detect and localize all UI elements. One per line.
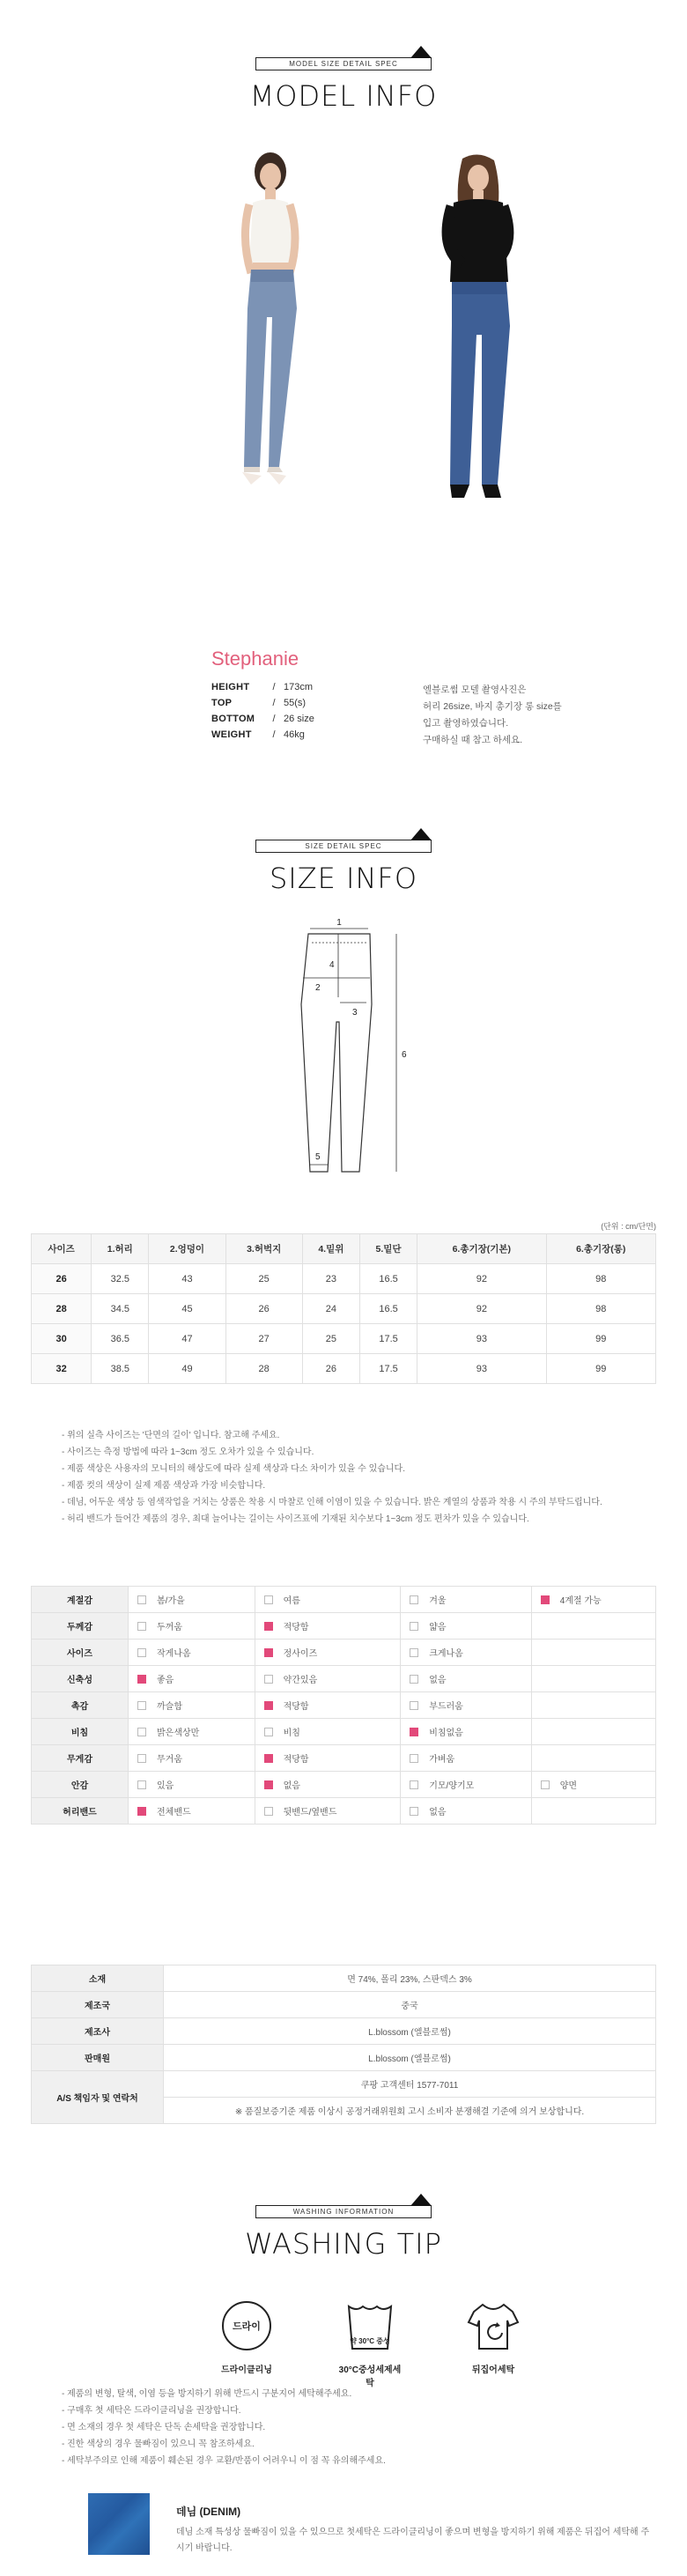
cell: 47	[149, 1324, 225, 1354]
fit-option	[401, 1640, 532, 1666]
size-table	[31, 1233, 656, 1384]
fit-option	[401, 1692, 532, 1719]
row-label: 제조사	[32, 2018, 164, 2045]
fit-option	[255, 1640, 401, 1666]
table-row	[32, 1992, 656, 2018]
fit-option	[531, 1666, 655, 1692]
size-table-header	[32, 1234, 656, 1264]
fit-option-label: 봄/가을	[157, 1596, 185, 1606]
fit-option-label: 부드러움	[429, 1702, 463, 1712]
note-item: - 제품 색상은 사용자의 모니터의 해상도에 따라 실제 색상과 다소 차이가 있을 수 있습니다.	[62, 1461, 661, 1477]
unchecked-box-icon	[410, 1754, 418, 1763]
dry-clean-icon	[220, 2299, 273, 2352]
inside-out-icon-block	[458, 2299, 528, 2388]
wash-30-icon-block	[335, 2299, 405, 2388]
unchecked-box-icon	[410, 1807, 418, 1816]
fit-option-label: 양면	[559, 1781, 578, 1791]
fit-option	[255, 1772, 401, 1798]
cell: 32.5	[92, 1264, 149, 1294]
fit-option	[129, 1798, 255, 1825]
spec-value: 55(s)	[284, 698, 307, 708]
checked-box-icon	[264, 1754, 273, 1763]
unchecked-box-icon	[410, 1701, 418, 1710]
fit-option	[255, 1587, 401, 1613]
cell: 38.5	[92, 1354, 149, 1384]
table-row	[32, 2018, 656, 2045]
note-item: - 세탁부주의로 인해 제품이 훼손된 경우 교환/반품이 어려우니 이 점 꼭 유의해주세요.	[62, 2453, 661, 2469]
spec-row-bottom: BOTTOM / 26 size	[211, 714, 314, 724]
model-note-line: 구매하실 때 참고 하세요.	[423, 735, 523, 745]
col-header: 6.총기장(롱)	[546, 1234, 655, 1264]
fabric-title: 데님 (DENIM)	[176, 2506, 241, 2518]
wash-icons	[211, 2299, 528, 2388]
fit-option	[129, 1666, 255, 1692]
unchecked-box-icon	[410, 1675, 418, 1684]
model-note-line: 엘블로썸 모델 촬영사진은	[423, 685, 527, 695]
spec-value: 46kg	[284, 729, 305, 740]
table-row	[32, 2045, 656, 2071]
note-item: - 진한 색상의 경우 물빠짐이 있으니 꼭 참조하세요.	[62, 2436, 661, 2453]
cell: 25	[225, 1264, 302, 1294]
fit-row	[32, 1640, 656, 1666]
fit-option-label: 무거움	[157, 1755, 182, 1765]
fit-row-label: 무게감	[32, 1745, 129, 1772]
row-label: A/S 책임자 및 연락처	[32, 2071, 164, 2124]
cell: 36.5	[92, 1324, 149, 1354]
fit-row	[32, 1666, 656, 1692]
spec-value: 26 size	[284, 714, 314, 724]
fit-option	[129, 1587, 255, 1613]
dry-clean-icon-block	[211, 2299, 282, 2388]
cell: 93	[417, 1354, 546, 1384]
row-value: 쿠팡 고객센터 1577-7011	[164, 2071, 656, 2098]
row-value: 면 74%, 폴리 23%, 스판덱스 3%	[164, 1965, 656, 1992]
model-note-line: 허리 26size, 바지 총기장 롱 size를	[423, 701, 562, 712]
row-value: L.blossom (엘블로썸)	[164, 2018, 656, 2045]
checked-box-icon	[137, 1675, 146, 1684]
checked-box-icon	[264, 1701, 273, 1710]
fit-option-label: 적당함	[283, 1623, 309, 1632]
row-label: 제조국	[32, 1992, 164, 2018]
cell: 17.5	[359, 1354, 417, 1384]
fit-option-label: 작게나옴	[157, 1649, 191, 1659]
diagram-label-3: 3	[352, 1008, 358, 1018]
col-header: 2.엉덩이	[149, 1234, 225, 1264]
fit-option-label: 기모/양기모	[429, 1781, 475, 1791]
fit-option	[531, 1745, 655, 1772]
cell: 16.5	[359, 1264, 417, 1294]
row-label: 판매원	[32, 2045, 164, 2071]
table-row	[32, 1324, 656, 1354]
spec-key: HEIGHT	[211, 682, 250, 692]
cell: 99	[546, 1354, 655, 1384]
model-section-title: MODEL INFO	[249, 79, 438, 113]
fit-row-label: 두께감	[32, 1613, 129, 1640]
unchecked-box-icon	[410, 1648, 418, 1657]
product-info-table	[31, 1965, 656, 2124]
fit-row	[32, 1745, 656, 1772]
fit-option-label: 까슬함	[157, 1702, 182, 1712]
cell: 28	[225, 1354, 302, 1384]
fit-option	[255, 1666, 401, 1692]
size-notes	[62, 1427, 661, 1528]
fit-option-label: 4계절 가능	[559, 1596, 602, 1606]
fit-option	[401, 1587, 532, 1613]
diagram-label-6: 6	[402, 1050, 407, 1060]
fit-option-label: 뒷밴드/옆밴드	[283, 1808, 337, 1817]
unchecked-box-icon	[264, 1675, 273, 1684]
col-header: 4.밑위	[302, 1234, 359, 1264]
size-section-title: SIZE INFO	[269, 862, 418, 895]
fit-option	[129, 1745, 255, 1772]
fit-option-label: 적당함	[283, 1702, 309, 1712]
fit-option	[401, 1613, 532, 1640]
fit-row-label: 촉감	[32, 1692, 129, 1719]
fit-row	[32, 1719, 656, 1745]
table-row	[32, 1264, 656, 1294]
fit-option	[129, 1640, 255, 1666]
fit-row-label: 비침	[32, 1719, 129, 1745]
fit-option	[531, 1719, 655, 1745]
fit-option	[401, 1798, 532, 1825]
fit-row	[32, 1613, 656, 1640]
row-label: 소재	[32, 1965, 164, 1992]
cell: 24	[302, 1294, 359, 1324]
spec-value: 173cm	[284, 682, 314, 692]
unchecked-box-icon	[264, 1807, 273, 1816]
checked-box-icon	[264, 1780, 273, 1789]
cell: 98	[546, 1264, 655, 1294]
cell: 17.5	[359, 1324, 417, 1354]
fit-option	[531, 1692, 655, 1719]
fit-option-label: 겨울	[429, 1596, 447, 1606]
fit-option-label: 크게나옴	[429, 1649, 463, 1659]
fit-option	[255, 1798, 401, 1825]
fit-row-label: 허리밴드	[32, 1798, 129, 1825]
model-note	[423, 682, 617, 749]
fit-row	[32, 1772, 656, 1798]
wash-tub-icon	[344, 2299, 396, 2352]
diagram-label-5: 5	[315, 1152, 321, 1162]
size-section-header	[0, 837, 687, 895]
cell: 28	[32, 1294, 92, 1324]
cell: 49	[149, 1354, 225, 1384]
fit-option	[255, 1745, 401, 1772]
table-row	[32, 1354, 656, 1384]
fit-option-label: 전체밴드	[157, 1808, 191, 1817]
fit-option-label: 없음	[283, 1781, 300, 1791]
fit-option	[401, 1772, 532, 1798]
washing-section-tag: WASHING INFORMATION	[255, 2205, 432, 2218]
fit-option-label: 약간있음	[283, 1676, 318, 1685]
fit-option	[255, 1613, 401, 1640]
col-header: 3.허벅지	[225, 1234, 302, 1264]
wash-icon-label: 드라이클리닝	[221, 2365, 272, 2375]
fit-option	[129, 1613, 255, 1640]
checked-box-icon	[410, 1728, 418, 1736]
note-item: - 허리 밴드가 들어간 제품의 경우, 최대 늘어나는 길이는 사이즈표에 기재된 치수보다 1~3cm 정도 편차가 있을 수 있습니다.	[62, 1511, 661, 1528]
tshirt-icon	[467, 2299, 520, 2352]
fit-option	[531, 1798, 655, 1825]
spec-row-height: HEIGHT / 173cm	[211, 682, 314, 692]
unchecked-box-icon	[137, 1622, 146, 1631]
fit-option	[531, 1613, 655, 1640]
unchecked-box-icon	[410, 1595, 418, 1604]
wash-icon-label: 30°C중성세제세탁	[338, 2365, 402, 2388]
model-note-line: 입고 촬영하였습니다.	[423, 718, 509, 729]
fit-option-label: 적당함	[283, 1755, 309, 1765]
col-header: 1.허리	[92, 1234, 149, 1264]
fit-option-label: 비침	[283, 1728, 300, 1738]
unchecked-box-icon	[541, 1780, 550, 1789]
unchecked-box-icon	[264, 1595, 273, 1604]
cell: 16.5	[359, 1294, 417, 1324]
fit-option	[129, 1692, 255, 1719]
note-item: - 면 소재의 경우 첫 세탁은 단독 손세탁을 권장합니다.	[62, 2419, 661, 2436]
fit-option	[531, 1587, 655, 1613]
fit-option-label: 얇음	[429, 1623, 447, 1632]
checked-box-icon	[264, 1648, 273, 1657]
fabric-description: 데님 소재 특성상 물빠짐이 있을 수 있으므로 첫세탁은 드라이클리닝이 좋으며 변형을 방지하기 위해 제품은 뒤집어 세탁해 주시기 바랍니다.	[176, 2528, 650, 2553]
row-value: L.blossom (엘블로썸)	[164, 2045, 656, 2071]
fit-option-label: 비침없음	[429, 1728, 463, 1738]
washing-section-header	[0, 2202, 687, 2261]
model-section-tag: MODEL SIZE DETAIL SPEC	[255, 57, 432, 70]
cell: 92	[417, 1264, 546, 1294]
col-header: 5.밑단	[359, 1234, 417, 1264]
fit-option-label: 밝은색상만	[157, 1728, 200, 1738]
model-section-header	[0, 55, 687, 113]
unchecked-box-icon	[137, 1780, 146, 1789]
note-item: - 제품 컷의 색상이 실제 제품 색상과 가장 비슷합니다.	[62, 1477, 661, 1494]
wash-icon-label: 뒤집어세탁	[471, 2365, 515, 2375]
spec-key: BOTTOM	[211, 714, 255, 724]
note-item: - 구매후 첫 세탁은 드라이클리닝을 권장합니다.	[62, 2402, 661, 2419]
checked-box-icon	[264, 1622, 273, 1631]
size-section-tag: SIZE DETAIL SPEC	[255, 840, 432, 853]
cell: 93	[417, 1324, 546, 1354]
model-photo-white-top	[198, 150, 357, 511]
cell: 26	[225, 1294, 302, 1324]
cell: 25	[302, 1324, 359, 1354]
unchecked-box-icon	[410, 1622, 418, 1631]
table-row	[32, 1965, 656, 1992]
washing-notes	[62, 2386, 661, 2469]
fit-row-label: 안감	[32, 1772, 129, 1798]
pants-size-diagram	[291, 916, 467, 1181]
cell: 26	[32, 1264, 92, 1294]
note-item: - 사이즈는 측정 방법에 따라 1~3cm 정도 오차가 있을 수 있습니다.	[62, 1444, 661, 1461]
washing-section-title: WASHING TIP	[245, 2227, 442, 2261]
fit-option	[531, 1640, 655, 1666]
unchecked-box-icon	[137, 1648, 146, 1657]
fit-table	[31, 1586, 656, 1825]
cell: 23	[302, 1264, 359, 1294]
fit-row-label: 사이즈	[32, 1640, 129, 1666]
fit-option	[255, 1692, 401, 1719]
fit-option	[129, 1772, 255, 1798]
dry-clean-symbol: 드라이	[233, 2321, 261, 2332]
denim-fabric-swatch	[88, 2493, 150, 2555]
row-value: 중국	[164, 1992, 656, 2018]
fit-row	[32, 1587, 656, 1613]
cell: 45	[149, 1294, 225, 1324]
fit-option-label: 가벼움	[429, 1755, 455, 1765]
cell: 30	[32, 1324, 92, 1354]
cell: 43	[149, 1264, 225, 1294]
note-item: - 제품의 변형, 탈색, 이염 등을 방지하기 위해 반드시 구분지어 세탁해주세요.	[62, 2386, 661, 2402]
cell: 27	[225, 1324, 302, 1354]
unchecked-box-icon	[410, 1780, 418, 1789]
unchecked-box-icon	[137, 1728, 146, 1736]
spec-row-weight: WEIGHT / 46kg	[211, 729, 305, 740]
model-name: Stephanie	[211, 648, 299, 670]
table-row	[32, 1294, 656, 1324]
fit-row-label: 계절감	[32, 1587, 129, 1613]
row-value: ※ 품질보증기준 제품 이상시 공정거래위원회 고시 소비자 분쟁해결 기준에 의거 보상합니다.	[164, 2098, 656, 2124]
fit-option-label: 없음	[429, 1808, 447, 1817]
cell: 92	[417, 1294, 546, 1324]
model-photo-black-top	[401, 150, 559, 511]
diagram-label-4: 4	[329, 960, 335, 970]
spec-key: WEIGHT	[211, 729, 252, 740]
fit-row	[32, 1692, 656, 1719]
fit-option-label: 있음	[157, 1781, 174, 1791]
table-row	[32, 2071, 656, 2098]
fit-option-label: 좋음	[157, 1676, 174, 1685]
unchecked-box-icon	[137, 1595, 146, 1604]
diagram-label-1: 1	[336, 918, 342, 928]
checked-box-icon	[541, 1595, 550, 1604]
fit-option	[129, 1719, 255, 1745]
unchecked-box-icon	[137, 1754, 146, 1763]
fit-option	[401, 1745, 532, 1772]
note-item: - 데님, 어두운 색상 등 염색작업을 거치는 상품은 착용 시 마찰로 인해 이염이 있을 수 있습니다. 밝은 계열의 상품과 착용 시 주의 부탁드립니다.	[62, 1494, 661, 1511]
fit-option-label: 정사이즈	[283, 1649, 318, 1659]
col-header: 사이즈	[32, 1234, 92, 1264]
col-header: 6.총기장(기본)	[417, 1234, 546, 1264]
fit-row-label: 신축성	[32, 1666, 129, 1692]
unit-note: (단위 : cm/단면)	[601, 1222, 656, 1231]
fit-row	[32, 1798, 656, 1825]
diagram-label-2: 2	[315, 983, 321, 993]
cell: 26	[302, 1354, 359, 1384]
fit-option-label: 두꺼움	[157, 1623, 182, 1632]
cell: 98	[546, 1294, 655, 1324]
wash-tub-symbol: 약 30°C 중성	[350, 2337, 390, 2345]
checked-box-icon	[137, 1807, 146, 1816]
fit-option	[401, 1666, 532, 1692]
note-item: - 위의 실측 사이즈는 '단면의 길이' 입니다. 참고해 주세요.	[62, 1427, 661, 1444]
cell: 34.5	[92, 1294, 149, 1324]
fit-option-label: 없음	[429, 1676, 447, 1685]
fit-option-label: 여름	[283, 1596, 300, 1606]
fit-option	[531, 1772, 655, 1798]
unchecked-box-icon	[264, 1728, 273, 1736]
cell: 99	[546, 1324, 655, 1354]
fit-option	[255, 1719, 401, 1745]
spec-key: TOP	[211, 698, 233, 708]
unchecked-box-icon	[137, 1701, 146, 1710]
spec-row-top: TOP / 55(s)	[211, 698, 307, 708]
cell: 32	[32, 1354, 92, 1384]
fit-option	[401, 1719, 532, 1745]
